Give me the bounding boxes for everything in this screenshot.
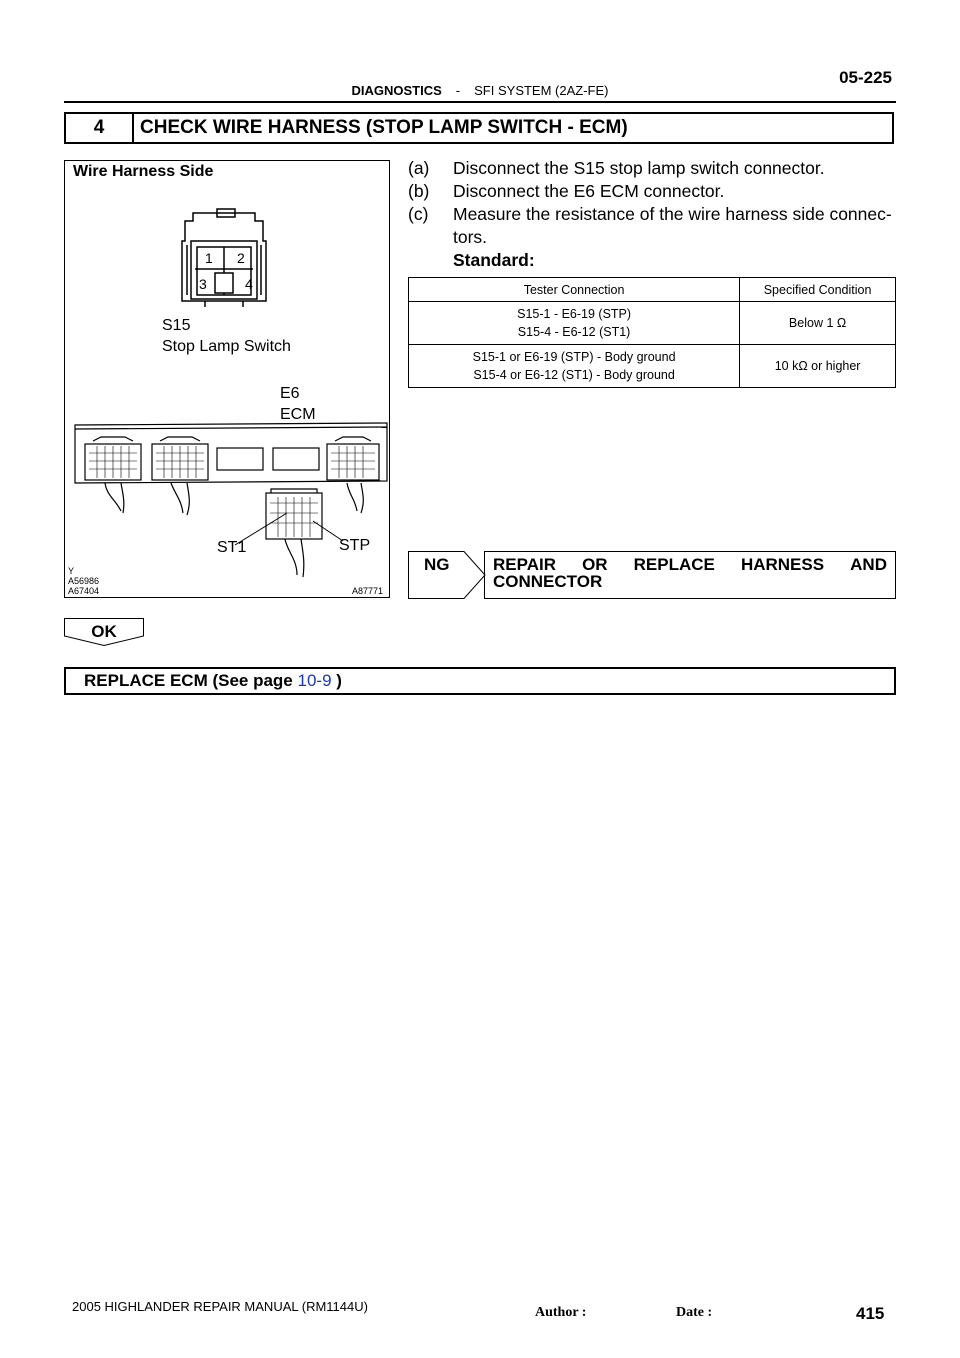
ng-word: REPAIR bbox=[493, 555, 556, 574]
ng-action-line bbox=[493, 556, 887, 573]
column-header: Tester Connection bbox=[409, 278, 740, 302]
manual-title: 2005 HIGHLANDER REPAIR MANUAL (RM1144U) bbox=[72, 1299, 368, 1314]
instruction-label: (a) bbox=[408, 158, 430, 178]
ng-arrow-tab bbox=[408, 551, 486, 599]
section-header bbox=[0, 83, 960, 98]
date-label: Date : bbox=[676, 1305, 713, 1320]
instruction-label: (b) bbox=[408, 181, 430, 201]
header-rule bbox=[64, 101, 896, 103]
connection-line: S15-4 or E6-12 (ST1) - Body ground bbox=[473, 368, 675, 382]
instruction-text: Measure the resistance of the wire harness side connec- bbox=[453, 204, 892, 224]
ok-arrow-tab bbox=[64, 618, 144, 646]
instruction-list bbox=[408, 157, 898, 272]
specification-table bbox=[408, 277, 896, 388]
connector-figure bbox=[64, 160, 390, 598]
ok-label: OK bbox=[91, 622, 117, 641]
ng-word: AND bbox=[850, 555, 887, 574]
connection-line: S15-1 - E6-19 (STP) bbox=[517, 307, 632, 321]
st1-label: ST1 bbox=[217, 539, 247, 556]
instruction-item bbox=[408, 157, 898, 180]
pin-1: 1 bbox=[205, 250, 213, 266]
author-label: Author : bbox=[535, 1305, 587, 1320]
step-title: CHECK WIRE HARNESS (STOP LAMP SWITCH - ECM) bbox=[140, 117, 628, 138]
page-reference-link[interactable]: 10-9 bbox=[297, 671, 332, 690]
s15-name-label: Stop Lamp Switch bbox=[162, 338, 291, 355]
figure-code-c: A87771 bbox=[352, 586, 384, 596]
standard-row bbox=[408, 249, 898, 272]
step-heading bbox=[64, 112, 894, 144]
page-code: 05-225 bbox=[839, 68, 892, 87]
figure-code-y: Y bbox=[68, 566, 75, 576]
figure-code-a: A56986 bbox=[68, 576, 100, 586]
tester-connection-cell bbox=[409, 345, 740, 388]
figure-code-b: A67404 bbox=[68, 586, 100, 596]
connector-diagram bbox=[65, 161, 391, 599]
table-row bbox=[409, 345, 896, 388]
step-number: 4 bbox=[66, 114, 134, 142]
final-action-close: ) bbox=[331, 671, 342, 690]
instruction-continuation bbox=[408, 226, 898, 249]
final-action-text: REPLACE ECM (See page bbox=[84, 671, 298, 690]
page-number: 415 bbox=[856, 1304, 885, 1323]
ng-word: HARNESS bbox=[740, 555, 825, 574]
tester-connection-cell bbox=[409, 302, 740, 345]
pin-grids bbox=[89, 446, 375, 537]
table-row bbox=[409, 302, 896, 345]
ng-action-box bbox=[484, 551, 896, 599]
stp-label: STP bbox=[339, 537, 371, 554]
instruction-item bbox=[408, 180, 898, 203]
e6-id-label: E6 bbox=[280, 385, 300, 402]
section-title: DIAGNOSTICS bbox=[351, 83, 442, 98]
leader-lines bbox=[235, 513, 343, 545]
header-separator: - bbox=[455, 83, 461, 98]
ng-word: REPLACE bbox=[633, 555, 715, 574]
condition-cell: 10 kΩ or higher bbox=[740, 345, 896, 388]
instruction-text: Disconnect the S15 stop lamp switch connector. bbox=[453, 158, 825, 178]
pin-2: 2 bbox=[237, 250, 245, 266]
e6-name-label: ECM bbox=[280, 406, 316, 423]
pin-4: 4 bbox=[245, 276, 253, 292]
instruction-text: Disconnect the E6 ECM connector. bbox=[453, 181, 725, 201]
final-action-box bbox=[64, 667, 896, 695]
ng-label: NG bbox=[424, 555, 450, 574]
pin-3: 3 bbox=[199, 276, 207, 292]
s15-id-label: S15 bbox=[162, 317, 191, 334]
instruction-item bbox=[408, 203, 898, 226]
connection-line: S15-1 or E6-19 (STP) - Body ground bbox=[472, 350, 676, 364]
subsection-title: SFI SYSTEM (2AZ-FE) bbox=[474, 83, 609, 98]
condition-cell: Below 1 Ω bbox=[740, 302, 896, 345]
standard-label: Standard: bbox=[453, 250, 535, 270]
ng-word: OR bbox=[582, 555, 608, 574]
s15-connector-drawing bbox=[182, 209, 266, 307]
instruction-label: (c) bbox=[408, 204, 429, 224]
connection-line: S15-4 - E6-12 (ST1) bbox=[517, 325, 631, 339]
table-header-row bbox=[409, 278, 896, 302]
instruction-text-continued: tors. bbox=[453, 227, 488, 247]
figure-caption: Wire Harness Side bbox=[73, 163, 214, 180]
column-header: Specified Condition bbox=[740, 278, 896, 302]
ng-action-line-2: CONNECTOR bbox=[493, 572, 603, 591]
